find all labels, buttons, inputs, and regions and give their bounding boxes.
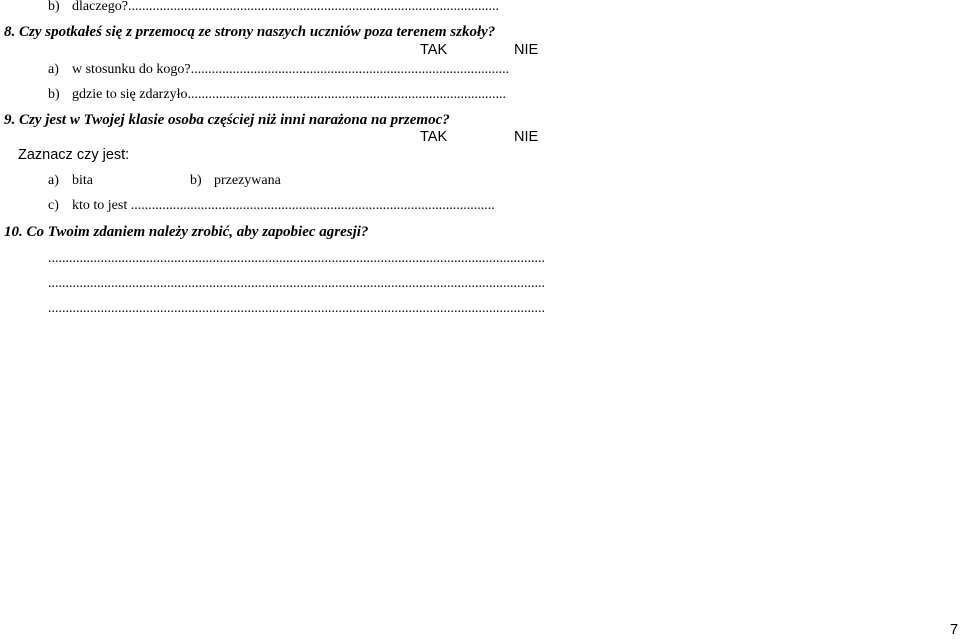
q8-a-text: w stosunku do kogo?...........................................................................................: [72, 62, 510, 77]
q9-c-text: kto to jest ........................................................................................................: [72, 198, 495, 213]
q9-a-text: bita: [72, 173, 93, 188]
q8-no-option: NIE: [514, 42, 539, 58]
q9-no-option: NIE: [514, 129, 539, 145]
page-number: 7: [950, 622, 959, 638]
q9-a-line: [48, 174, 93, 188]
q9-yes-option: TAK: [420, 129, 448, 145]
q7-b-label: b): [48, 0, 60, 14]
q7-b-line: [48, 0, 499, 14]
q10-answer-line: ..............................................................................................................................................: [48, 251, 545, 266]
q8-yes-option: TAK: [420, 42, 448, 58]
q9-b-line: [190, 174, 281, 188]
q9-c-line: [48, 199, 495, 213]
q10-answer-line: ..............................................................................................................................................: [48, 276, 545, 291]
q9-c-label: c): [48, 198, 59, 213]
q9-title: 9. Czy jest w Twojej klasie osoba częściej niż inni narażona na przemoc?: [4, 112, 450, 128]
q9-b-text: przezywana: [214, 173, 281, 188]
q8-b-text: gdzie to się zdarzyło...........................................................................................: [72, 87, 506, 102]
q9-a-label: a): [48, 173, 59, 188]
q7-b-text: dlaczego?..........................................................................................................: [72, 0, 499, 14]
q8-b-label: b): [48, 87, 60, 102]
q10-title: 10. Co Twoim zdaniem należy zrobić, aby zapobiec agresji?: [4, 224, 369, 240]
q10-answer-line: ..............................................................................................................................................: [48, 301, 545, 316]
q8-a-line: [48, 63, 509, 77]
q9-b-label: b): [190, 173, 202, 188]
q8-title: 8. Czy spotkałeś się z przemocą ze strony naszych uczniów poza terenem szkoły?: [4, 24, 496, 40]
q9-instruction: Zaznacz czy jest:: [18, 147, 130, 163]
q8-b-line: [48, 88, 506, 102]
q8-a-label: a): [48, 62, 59, 77]
